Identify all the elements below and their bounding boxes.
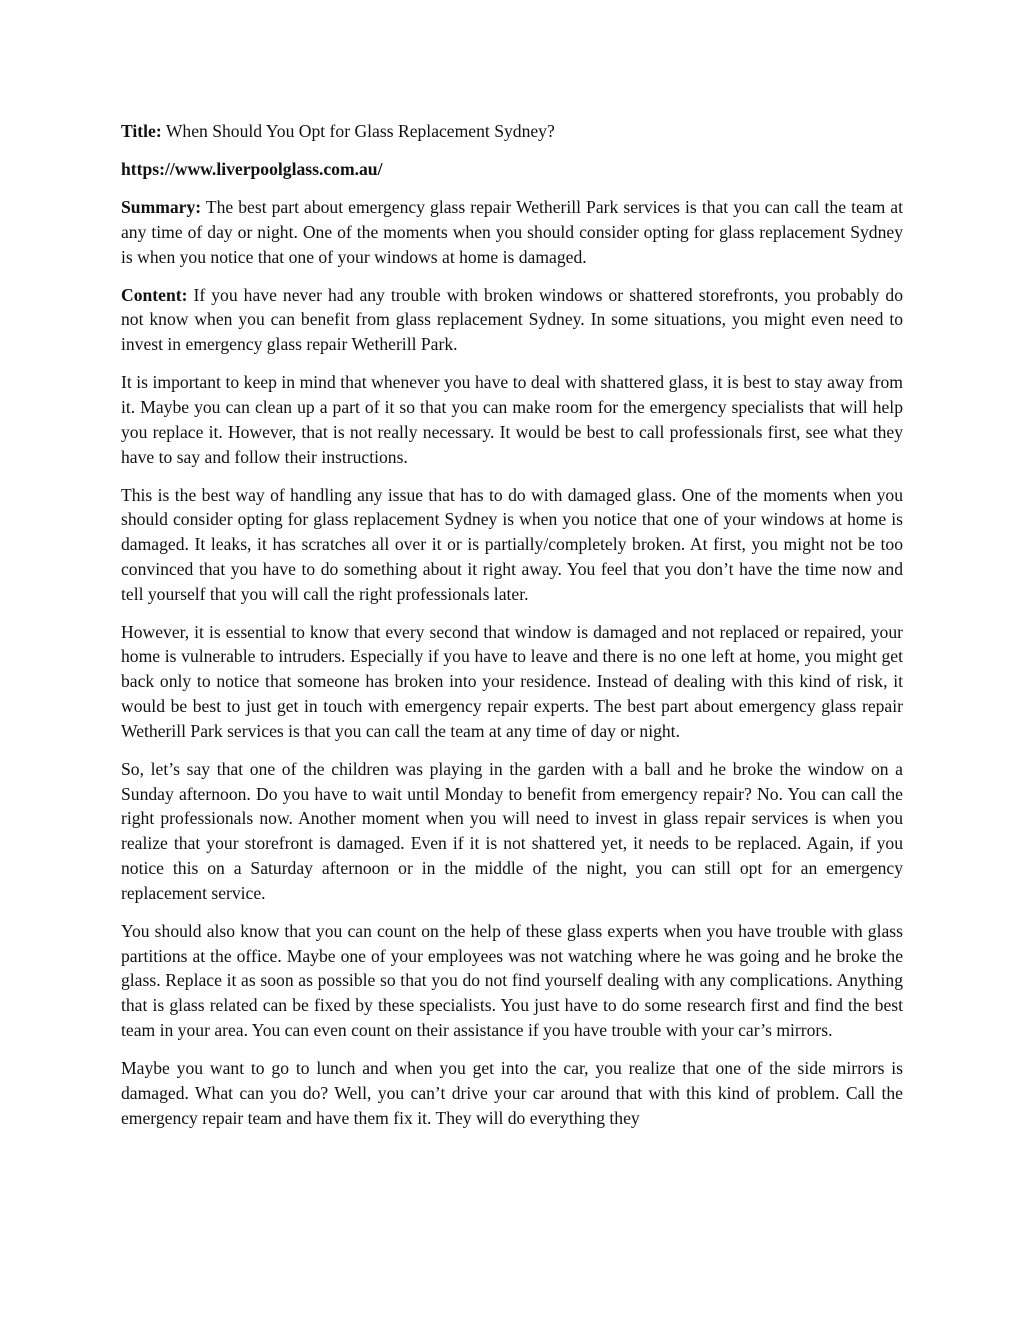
document-page [121,119,903,1144]
content-text: If you have never had any trouble with broken windows or shattered storefronts, you probably do not know when you can benefit from glass replacement Sydney. In some situations, you might even need to invest in emergency glass repair Wetherill Park. [121,284,903,355]
body-paragraph-3: However, it is essential to know that every second that window is damaged and not replaced or repaired, your home is vulnerable to intruders. Especially if you have to leave and there is no one left at home, you might get back only to notice that someone has broken into your residence. Instead of dealing with this kind of risk, it would be best to just get in touch with emergency repair experts. The best part about emergency glass repair Wetherill Park services is that you can call the team at any time of day or night. [121,621,903,741]
summary-text: The best part about emergency glass repair Wetherill Park services is that you can call the team at any time of day or night. One of the moments when you should consider opting for glass replacement Sydney is when you notice that one of your windows at home is damaged. [121,196,903,267]
summary-paragraph [121,195,903,269]
body-paragraph-5: You should also know that you can count on the help of these glass experts when you have trouble with glass partitions at the office. Maybe one of your employees was not watching where he was going and he broke the glass. Replace it as soon as possible so that you do not find yourself dealing with any complications. Anything that is glass related can be fixed by these specialists. You just have to do some research first and find the best team in your area. You can even count on their assistance if you have trouble with your car’s mirrors. [121,920,903,1040]
content-paragraph [121,283,903,357]
body-paragraph-6: Maybe you want to go to lunch and when you get into the car, you realize that one of the side mirrors is damaged. What can you do? Well, you can’t drive your car around that with this kind of problem. Call the emergency repair team and have them fix it. They will do everything they [121,1057,903,1128]
body-paragraph-1: It is important to keep in mind that whenever you have to deal with shattered glass, it is best to stay away from it. Maybe you can clean up a part of it so that you can make room for the emergency specialists that will help you replace it. However, that is not really necessary. It would be best to call professionals first, see what they have to say and follow their instructions. [121,372,903,467]
source-url: https://www.liverpoolglass.com.au/ [121,158,383,179]
body-paragraph-4: So, let’s say that one of the children was playing in the garden with a ball and he broke the window on a Sunday afternoon. Do you have to wait until Monday to benefit from emergency repair? No. You can call the right professionals now. Another moment when you will need to invest in glass repair services is when you realize that your storefront is damaged. Even if it is not shattered yet, it needs to be replaced. Again, if you notice this on a Saturday afternoon or in the middle of the night, you can still opt for an emergency replacement service. [121,758,903,903]
body-paragraph-2: This is the best way of handling any issue that has to do with damaged glass. One of the moments when you should consider opting for glass replacement Sydney is when you notice that one of your windows at home is damaged. It leaks, it has scratches all over it or is partially/completely broken. At first, you might not be too convinced that you have to do something about it right away. You feel that you don’t have the time now and tell yourself that you will call the right professionals later. [121,484,903,604]
title-text: When Should You Opt for Glass Replacement Sydney? [161,121,555,141]
title-line [121,119,903,144]
content-label: Content: [121,284,188,305]
title-label: Title: [121,121,162,141]
summary-label: Summary: [121,196,202,217]
